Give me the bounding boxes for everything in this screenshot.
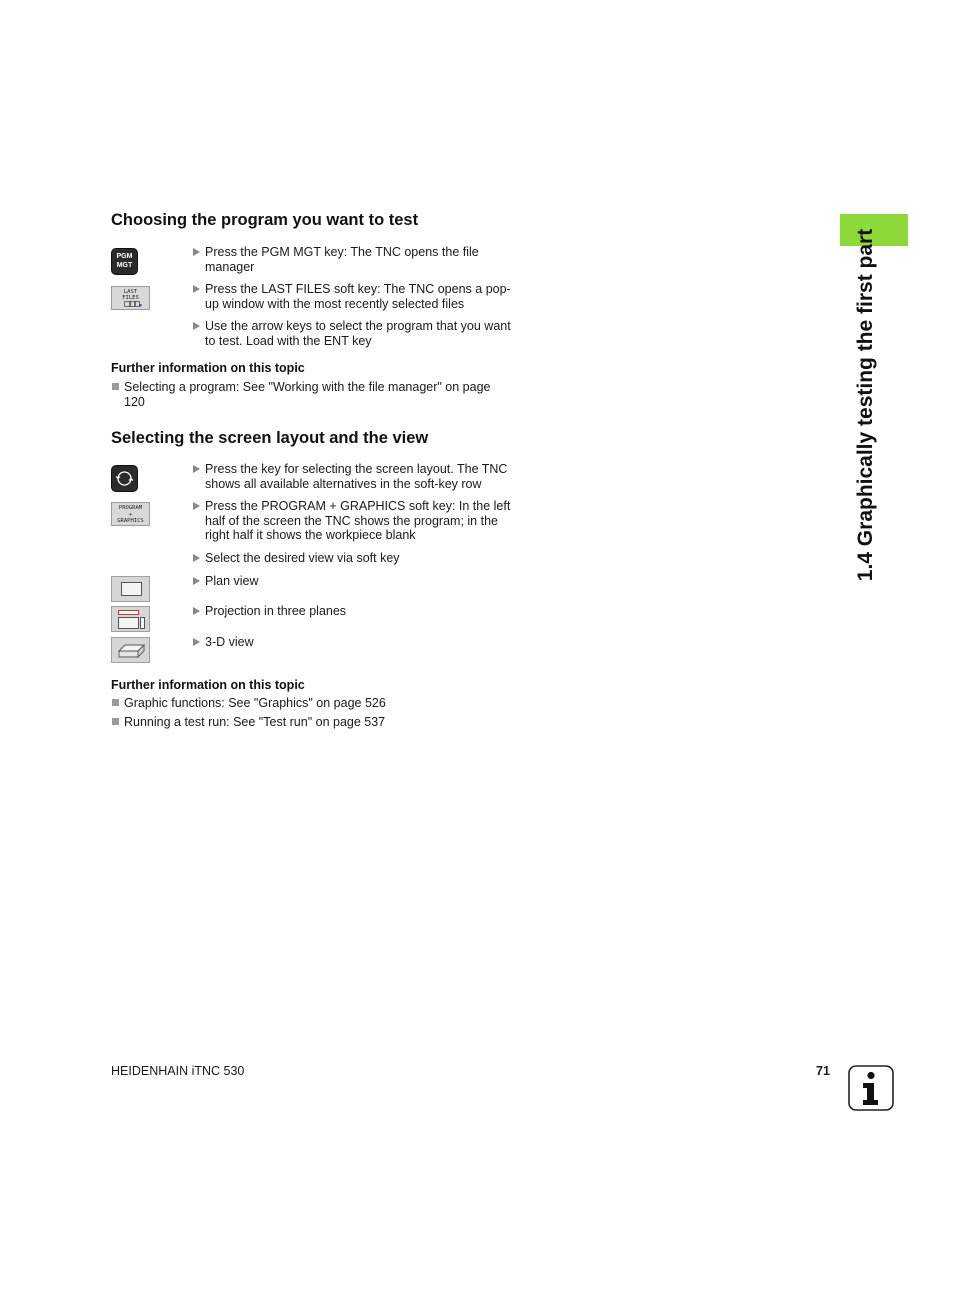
plan-view-icon xyxy=(121,582,142,597)
info-icon xyxy=(848,1065,894,1111)
screen-layout-icon xyxy=(115,469,134,488)
plan-view-softkey[interactable] xyxy=(111,576,150,602)
3d-block-icon xyxy=(118,643,145,659)
bullet-square-icon xyxy=(112,718,119,725)
section-heading-choose-program: Choosing the program you want to test xyxy=(111,211,419,229)
step-screen-layout-key: Press the key for selecting the screen layout. The TNC shows all available alternatives in the soft-key row xyxy=(193,462,513,491)
step-select-program: Use the arrow keys to select the program that you want to test. Load with the ENT key xyxy=(193,319,513,348)
further-info-heading: Further information on this topic xyxy=(111,678,305,692)
program-graphics-softkey[interactable] xyxy=(111,502,150,526)
step-select-view: Select the desired view via soft key xyxy=(193,551,513,566)
step-3d-view: 3-D view xyxy=(193,635,513,650)
further-info-heading: Further information on this topic xyxy=(111,361,305,375)
step-pgm-mgt: Press the PGM MGT key: The TNC opens the file manager xyxy=(193,245,513,274)
screen-layout-key[interactable] xyxy=(111,465,138,492)
last-files-softkey[interactable] xyxy=(111,286,150,310)
bullet-square-icon xyxy=(112,383,119,390)
step-plan-view: Plan view xyxy=(193,574,513,589)
step-marker-icon xyxy=(193,465,200,473)
files-stack-icon xyxy=(124,301,142,308)
further-info-item: Running a test run: See "Test run" on page 537 xyxy=(111,715,511,730)
three-planes-softkey[interactable] xyxy=(111,606,150,632)
section-heading-screen-layout: Selecting the screen layout and the view xyxy=(111,429,429,447)
step-marker-icon xyxy=(193,248,200,256)
further-info-item: Selecting a program: See "Working with the file manager" on page 120 xyxy=(111,380,511,409)
further-info-item: Graphic functions: See "Graphics" on page 526 xyxy=(111,696,511,711)
step-marker-icon xyxy=(193,554,200,562)
bullet-square-icon xyxy=(112,699,119,706)
program-graphics-softkey-label: PROGRAM + GRAPHICS xyxy=(117,505,144,524)
pgm-mgt-key[interactable] xyxy=(111,248,138,275)
pgm-mgt-key-label: PGM MGT xyxy=(116,253,133,269)
step-marker-icon xyxy=(193,502,200,510)
3d-view-softkey[interactable] xyxy=(111,637,150,663)
step-marker-icon xyxy=(193,322,200,330)
step-marker-icon xyxy=(193,638,200,646)
side-section-title: 1.4 Graphically testing the first part xyxy=(854,228,877,582)
step-marker-icon xyxy=(193,607,200,615)
step-program-graphics: Press the PROGRAM + GRAPHICS soft key: In the left half of the screen the TNC shows the program; in the right half it shows the workpiece blank xyxy=(193,499,513,543)
footer-product-name: HEIDENHAIN iTNC 530 xyxy=(111,1064,245,1078)
last-files-softkey-label: LAST FILES xyxy=(122,289,139,301)
step-marker-icon xyxy=(193,577,200,585)
step-marker-icon xyxy=(193,285,200,293)
three-planes-icon xyxy=(117,610,146,630)
step-last-files: Press the LAST FILES soft key: The TNC opens a pop-up window with the most recently selected files xyxy=(193,282,513,311)
page-number: 71 xyxy=(816,1064,830,1078)
step-three-planes: Projection in three planes xyxy=(193,604,513,619)
